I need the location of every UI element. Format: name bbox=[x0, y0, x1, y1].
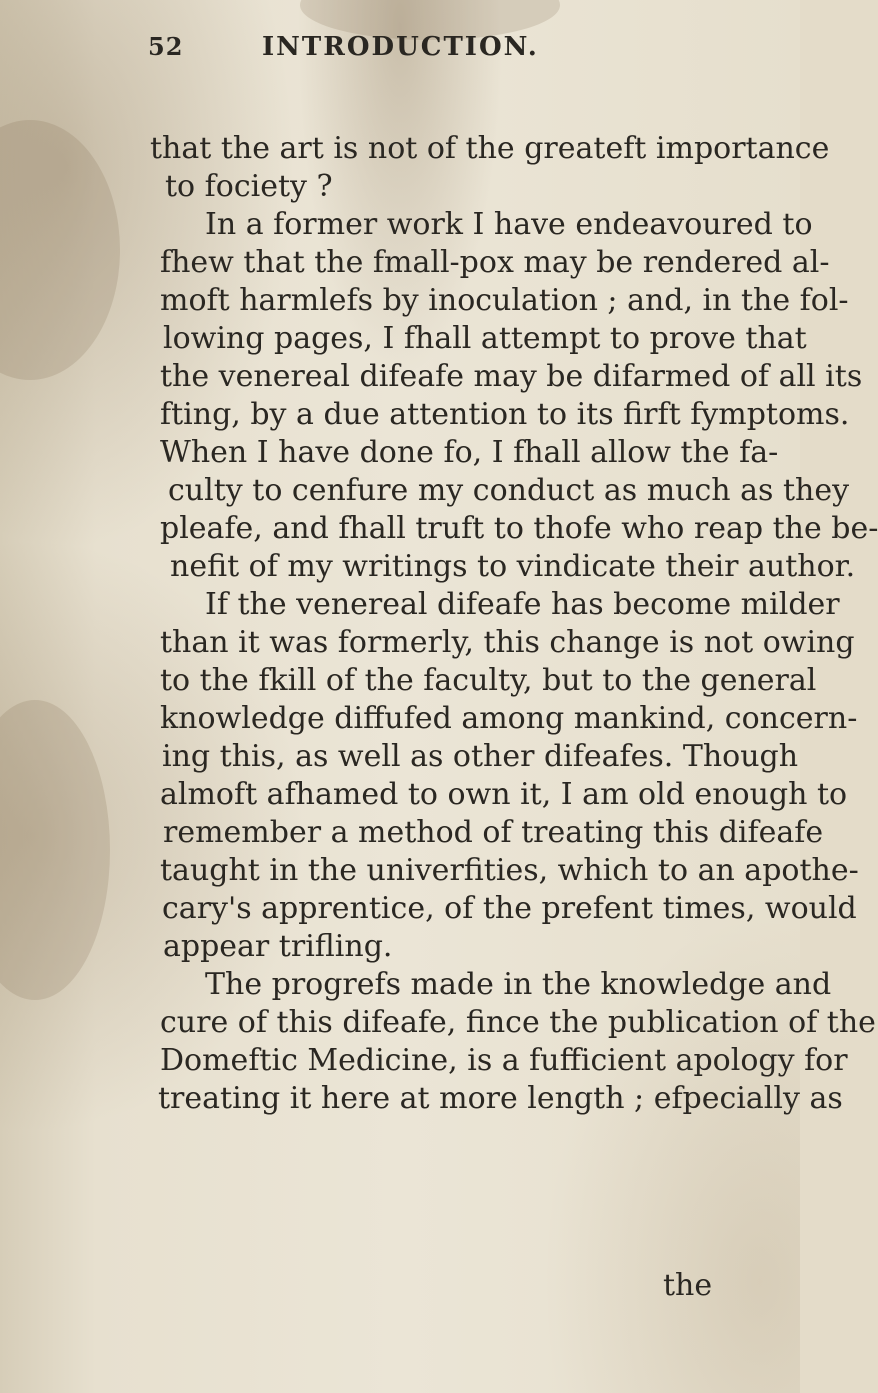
running-head: INTRODUCTION. bbox=[262, 32, 539, 62]
text-line: treating it here at more length ; efpecially as bbox=[158, 1081, 843, 1116]
text-line: In a former work I have endeavoured to bbox=[205, 207, 813, 242]
page-stain bbox=[0, 120, 120, 380]
text-line: to the fkill of the faculty, but to the general bbox=[160, 663, 817, 698]
text-line: cure of this difeafe, fince the publication of the bbox=[160, 1005, 876, 1040]
text-line: than it was formerly, this change is not owing bbox=[160, 625, 855, 660]
catchword: the bbox=[663, 1268, 713, 1303]
text-line: The progrefs made in the knowledge and bbox=[205, 967, 832, 1002]
page-header bbox=[0, 32, 800, 72]
text-line: fhew that the fmall-pox may be rendered al- bbox=[160, 245, 830, 280]
text-line: lowing pages, I fhall attempt to prove that bbox=[163, 321, 807, 356]
text-line: knowledge diffufed among mankind, concern- bbox=[160, 701, 858, 736]
text-line: to fociety ? bbox=[165, 169, 333, 204]
text-line: If the venereal difeafe has become milder bbox=[205, 587, 840, 622]
page-number: 52 bbox=[148, 32, 184, 61]
text-line: pleafe, and fhall truft to thofe who reap the be- bbox=[160, 511, 878, 546]
text-line: moft harmlefs by inoculation ; and, in the fol- bbox=[160, 283, 849, 318]
text-line: fting, by a due attention to its firft fymptoms. bbox=[160, 397, 850, 432]
text-line: taught in the univerfities, which to an apothe- bbox=[160, 853, 859, 888]
text-line: almoft afhamed to own it, I am old enough to bbox=[160, 777, 848, 812]
text-line: cary's apprentice, of the prefent times, would bbox=[162, 891, 857, 926]
page-stain bbox=[0, 700, 110, 1000]
text-line: ing this, as well as other difeafes. Though bbox=[162, 739, 799, 774]
text-line: that the art is not of the greateft importance bbox=[150, 131, 830, 166]
text-line: appear trifling. bbox=[163, 929, 393, 964]
text-line: culty to cenfure my conduct as much as they bbox=[168, 473, 850, 508]
text-line: the venereal difeafe may be difarmed of all its bbox=[160, 359, 863, 394]
text-line: When I have done fo, I fhall allow the fa- bbox=[160, 435, 779, 470]
text-line: nefit of my writings to vindicate their author. bbox=[170, 549, 856, 584]
text-line: Domeftic Medicine, is a fufficient apology for bbox=[160, 1043, 848, 1078]
text-line: remember a method of treating this difeafe bbox=[163, 815, 824, 850]
